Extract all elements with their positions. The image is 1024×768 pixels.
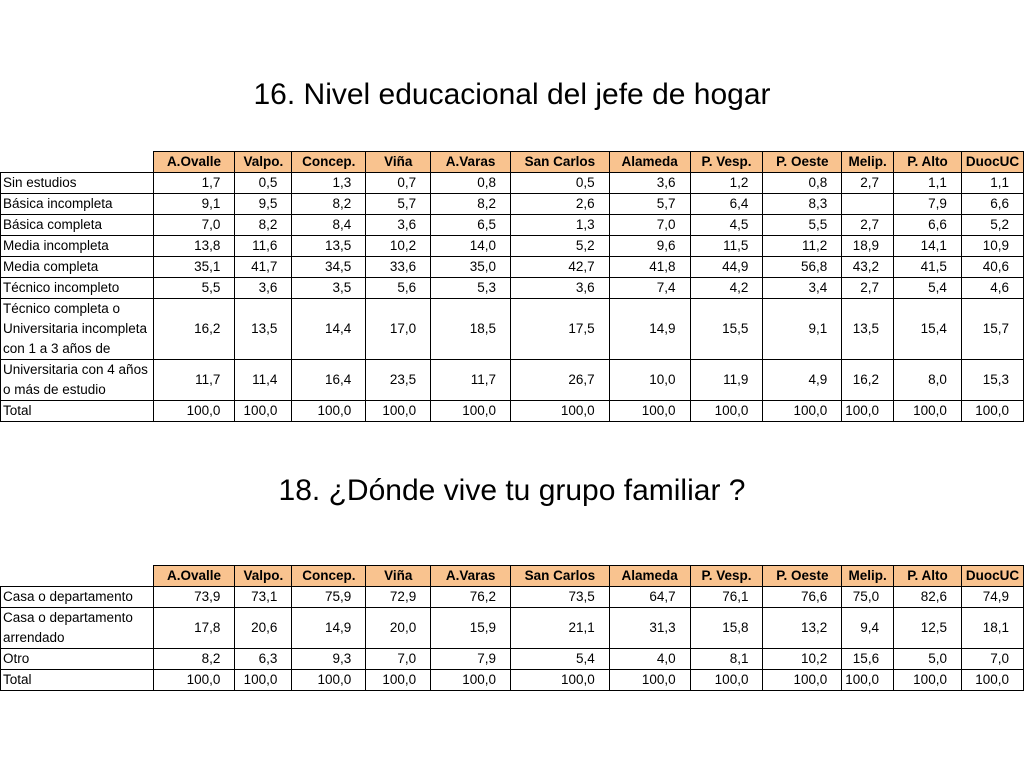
- table-cell: 9,6: [609, 236, 690, 257]
- table-cell: 100,0: [431, 670, 511, 691]
- table-cell: 5,5: [763, 215, 842, 236]
- table-cell: 17,5: [511, 299, 610, 360]
- column-header: Alameda: [609, 566, 690, 587]
- table-cell: 5,5: [153, 278, 235, 299]
- table-cell: 0,8: [763, 173, 842, 194]
- table-cell: 2,7: [842, 215, 894, 236]
- table-cell: 9,5: [235, 194, 292, 215]
- table-cell: 14,1: [894, 236, 962, 257]
- table-cell: 6,3: [235, 649, 292, 670]
- table-cell: 3,6: [235, 278, 292, 299]
- table-cell: 3,6: [511, 278, 610, 299]
- grupo-familiar-table: [0, 565, 1024, 691]
- table-cell: 1,2: [690, 173, 763, 194]
- table-cell: 18,1: [961, 608, 1023, 649]
- table-cell: [842, 194, 894, 215]
- table-cell: 2,6: [511, 194, 610, 215]
- table-row: [1, 670, 1024, 691]
- table-cell: 26,7: [511, 360, 610, 401]
- header-blank-cell: [1, 152, 154, 173]
- table-cell: 100,0: [366, 401, 431, 422]
- table-cell: 73,9: [153, 587, 235, 608]
- table-cell: 15,4: [894, 299, 962, 360]
- table-title-grupo-familiar: 18. ¿Dónde vive tu grupo familiar ?: [278, 474, 746, 507]
- table-cell: 8,2: [431, 194, 511, 215]
- table-cell: 8,2: [235, 215, 292, 236]
- column-header: DuocUC: [961, 566, 1023, 587]
- table-cell: 1,7: [153, 173, 235, 194]
- table-cell: 14,9: [609, 299, 690, 360]
- table-cell: 76,1: [690, 587, 763, 608]
- table-cell: 75,0: [842, 587, 894, 608]
- table-cell: 100,0: [961, 401, 1023, 422]
- table-cell: 21,1: [511, 608, 610, 649]
- table-cell: 3,6: [366, 215, 431, 236]
- table-cell: 7,9: [431, 649, 511, 670]
- table-cell: 0,5: [511, 173, 610, 194]
- table-cell: 16,2: [153, 299, 235, 360]
- column-header: Alameda: [609, 152, 690, 173]
- table-cell: 100,0: [511, 401, 610, 422]
- column-header: San Carlos: [511, 152, 610, 173]
- table-cell: 100,0: [511, 670, 610, 691]
- table-cell: 44,9: [690, 257, 763, 278]
- row-label: Casa o departamento: [1, 587, 154, 608]
- header-row: [1, 152, 1024, 173]
- table-cell: 8,4: [292, 215, 366, 236]
- table-cell: 33,6: [366, 257, 431, 278]
- row-label: Técnico completa o Universitaria incompleta con 1 a 3 años de: [1, 299, 154, 360]
- row-label: Básica completa: [1, 215, 154, 236]
- nivel-educacional-table: [0, 151, 1024, 422]
- table-cell: 18,9: [842, 236, 894, 257]
- table-cell: 100,0: [763, 401, 842, 422]
- table-cell: 14,0: [431, 236, 511, 257]
- table-cell: 56,8: [763, 257, 842, 278]
- table-cell: 5,2: [511, 236, 610, 257]
- table-row: [1, 278, 1024, 299]
- table-cell: 11,7: [431, 360, 511, 401]
- column-header: P. Oeste: [763, 152, 842, 173]
- table-cell: 11,6: [235, 236, 292, 257]
- row-label: Media completa: [1, 257, 154, 278]
- row-label: Técnico incompleto: [1, 278, 154, 299]
- table-cell: 11,5: [690, 236, 763, 257]
- table-row: [1, 649, 1024, 670]
- table-title-nivel-educacional: 16. Nivel educacional del jefe de hogar: [253, 78, 771, 111]
- table-cell: 100,0: [690, 670, 763, 691]
- table-cell: 72,9: [366, 587, 431, 608]
- table-cell: 100,0: [961, 670, 1023, 691]
- table-row: [1, 587, 1024, 608]
- table-cell: 13,8: [153, 236, 235, 257]
- table-cell: 15,8: [690, 608, 763, 649]
- table-row: [1, 236, 1024, 257]
- table-cell: 7,0: [153, 215, 235, 236]
- table-cell: 1,1: [894, 173, 962, 194]
- header-blank-cell: [1, 566, 154, 587]
- table-cell: 0,7: [366, 173, 431, 194]
- table-cell: 13,5: [235, 299, 292, 360]
- table-cell: 4,6: [961, 278, 1023, 299]
- table-cell: 8,1: [690, 649, 763, 670]
- table-cell: 4,9: [763, 360, 842, 401]
- table-cell: 13,2: [763, 608, 842, 649]
- table-cell: 100,0: [292, 401, 366, 422]
- table-cell: 41,5: [894, 257, 962, 278]
- table-cell: 5,4: [894, 278, 962, 299]
- table-cell: 9,1: [153, 194, 235, 215]
- column-header: A.Ovalle: [153, 152, 235, 173]
- column-header: P. Vesp.: [690, 152, 763, 173]
- table-cell: 14,4: [292, 299, 366, 360]
- table-cell: 14,9: [292, 608, 366, 649]
- table-cell: 8,2: [153, 649, 235, 670]
- table-cell: 10,2: [366, 236, 431, 257]
- row-label: Sin estudios: [1, 173, 154, 194]
- table-cell: 15,9: [431, 608, 511, 649]
- table-cell: 43,2: [842, 257, 894, 278]
- column-header: Valpo.: [235, 152, 292, 173]
- column-header: P. Oeste: [763, 566, 842, 587]
- table-cell: 6,5: [431, 215, 511, 236]
- table-cell: 100,0: [153, 670, 235, 691]
- table-cell: 76,2: [431, 587, 511, 608]
- table-cell: 13,5: [292, 236, 366, 257]
- column-header: A.Ovalle: [153, 566, 235, 587]
- column-header: Concep.: [292, 152, 366, 173]
- table-cell: 0,5: [235, 173, 292, 194]
- table-row: [1, 257, 1024, 278]
- table-cell: 100,0: [153, 401, 235, 422]
- table-cell: 6,6: [961, 194, 1023, 215]
- table-cell: 3,5: [292, 278, 366, 299]
- row-label: Básica incompleta: [1, 194, 154, 215]
- table-cell: 7,0: [609, 215, 690, 236]
- table-cell: 4,5: [690, 215, 763, 236]
- table-cell: 9,4: [842, 608, 894, 649]
- table-cell: 5,6: [366, 278, 431, 299]
- column-header: P. Alto: [894, 152, 962, 173]
- table-cell: 8,0: [894, 360, 962, 401]
- column-header: San Carlos: [511, 566, 610, 587]
- row-label: Media incompleta: [1, 236, 154, 257]
- table-cell: 8,2: [292, 194, 366, 215]
- table-cell: 100,0: [366, 670, 431, 691]
- table-cell: 34,5: [292, 257, 366, 278]
- table-cell: 100,0: [292, 670, 366, 691]
- column-header: P. Vesp.: [690, 566, 763, 587]
- table-cell: 64,7: [609, 587, 690, 608]
- table-row: [1, 608, 1024, 649]
- row-label: Casa o departamento arrendado: [1, 608, 154, 649]
- table-cell: 8,3: [763, 194, 842, 215]
- table-row: [1, 360, 1024, 401]
- table-cell: 73,1: [235, 587, 292, 608]
- table-cell: 10,0: [609, 360, 690, 401]
- table-cell: 100,0: [235, 670, 292, 691]
- table-cell: 100,0: [609, 670, 690, 691]
- table-cell: 1,3: [511, 215, 610, 236]
- table-cell: 20,6: [235, 608, 292, 649]
- table-cell: 10,2: [763, 649, 842, 670]
- table-cell: 5,3: [431, 278, 511, 299]
- table-cell: 42,7: [511, 257, 610, 278]
- table-row: [1, 173, 1024, 194]
- table-cell: 12,5: [894, 608, 962, 649]
- table-cell: 41,8: [609, 257, 690, 278]
- table-cell: 82,6: [894, 587, 962, 608]
- table-cell: 15,7: [961, 299, 1023, 360]
- table-cell: 4,2: [690, 278, 763, 299]
- table-cell: 7,0: [961, 649, 1023, 670]
- column-header: Valpo.: [235, 566, 292, 587]
- table-cell: 74,9: [961, 587, 1023, 608]
- table-cell: 100,0: [609, 401, 690, 422]
- table-cell: 9,3: [292, 649, 366, 670]
- table-cell: 100,0: [235, 401, 292, 422]
- table-cell: 16,2: [842, 360, 894, 401]
- table-cell: 100,0: [690, 401, 763, 422]
- table-cell: 11,2: [763, 236, 842, 257]
- row-label: Total: [1, 401, 154, 422]
- table-cell: 31,3: [609, 608, 690, 649]
- table-cell: 100,0: [894, 401, 962, 422]
- table-cell: 5,7: [366, 194, 431, 215]
- table-cell: 6,4: [690, 194, 763, 215]
- column-header: A.Varas: [431, 566, 511, 587]
- table-cell: 10,9: [961, 236, 1023, 257]
- table-cell: 18,5: [431, 299, 511, 360]
- table-cell: 1,1: [961, 173, 1023, 194]
- table-cell: 5,4: [511, 649, 610, 670]
- table-cell: 100,0: [842, 401, 894, 422]
- table-cell: 73,5: [511, 587, 610, 608]
- column-header: Melip.: [842, 566, 894, 587]
- table-cell: 11,7: [153, 360, 235, 401]
- table-cell: 3,4: [763, 278, 842, 299]
- column-header: Viña: [366, 152, 431, 173]
- table-cell: 35,0: [431, 257, 511, 278]
- table-cell: 100,0: [763, 670, 842, 691]
- table-cell: 17,8: [153, 608, 235, 649]
- table-cell: 40,6: [961, 257, 1023, 278]
- table-cell: 100,0: [431, 401, 511, 422]
- row-label: Otro: [1, 649, 154, 670]
- table-cell: 16,4: [292, 360, 366, 401]
- table-cell: 100,0: [842, 670, 894, 691]
- column-header: Viña: [366, 566, 431, 587]
- table-cell: 20,0: [366, 608, 431, 649]
- column-header: Melip.: [842, 152, 894, 173]
- table-cell: 6,6: [894, 215, 962, 236]
- table-row: [1, 299, 1024, 360]
- table-cell: 2,7: [842, 173, 894, 194]
- table-cell: 5,0: [894, 649, 962, 670]
- table-cell: 4,0: [609, 649, 690, 670]
- table-cell: 41,7: [235, 257, 292, 278]
- table-cell: 100,0: [894, 670, 962, 691]
- column-header: DuocUC: [961, 152, 1023, 173]
- table-cell: 0,8: [431, 173, 511, 194]
- table-cell: 23,5: [366, 360, 431, 401]
- table-cell: 17,0: [366, 299, 431, 360]
- table-cell: 11,4: [235, 360, 292, 401]
- table-row: [1, 194, 1024, 215]
- table-cell: 7,9: [894, 194, 962, 215]
- column-header: A.Varas: [431, 152, 511, 173]
- table-cell: 3,6: [609, 173, 690, 194]
- table-cell: 76,6: [763, 587, 842, 608]
- table-cell: 15,3: [961, 360, 1023, 401]
- row-label: Universitaria con 4 años o más de estudio: [1, 360, 154, 401]
- table-cell: 15,6: [842, 649, 894, 670]
- table-cell: 7,0: [366, 649, 431, 670]
- header-row: [1, 566, 1024, 587]
- table-cell: 9,1: [763, 299, 842, 360]
- table-cell: 7,4: [609, 278, 690, 299]
- table-row: [1, 215, 1024, 236]
- table-cell: 5,7: [609, 194, 690, 215]
- table-cell: 2,7: [842, 278, 894, 299]
- column-header: Concep.: [292, 566, 366, 587]
- table-cell: 11,9: [690, 360, 763, 401]
- table-cell: 15,5: [690, 299, 763, 360]
- table-cell: 5,2: [961, 215, 1023, 236]
- table-cell: 13,5: [842, 299, 894, 360]
- table-cell: 1,3: [292, 173, 366, 194]
- table-row: [1, 401, 1024, 422]
- table-cell: 35,1: [153, 257, 235, 278]
- column-header: P. Alto: [894, 566, 962, 587]
- row-label: Total: [1, 670, 154, 691]
- table-cell: 75,9: [292, 587, 366, 608]
